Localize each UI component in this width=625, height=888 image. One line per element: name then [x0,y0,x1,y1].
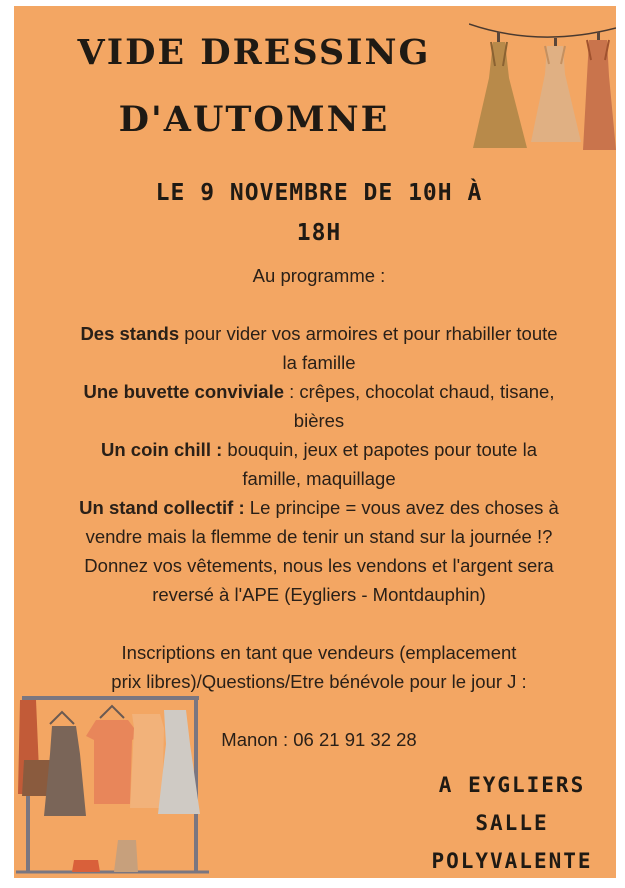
dress-icon [583,40,616,150]
contact-phone: Manon : 06 21 91 32 28 [221,729,417,750]
dress-icon [531,46,581,142]
dress-icon [473,42,527,148]
shoes-icon [72,860,100,872]
location-line-3: POLYVALENTE [431,849,593,873]
clothes-rack-illustration [14,684,209,878]
location-block [412,766,612,878]
program-item: Une buvette conviviale : crêpes, chocolat chaud, tisane, [83,381,555,402]
event-date-line-1: LE 9 NOVEMBRE DE 10H À [155,180,483,206]
program-item: Un coin chill : bouquin, jeux et papotes pour toute la [100,439,538,460]
program-item: Des stands pour vider vos armoires et pour rhabiller toute [80,323,558,344]
dress-icon [158,710,200,814]
event-date-line-2: 18H [296,220,342,246]
program-section: Au programme : Des stands pour vider vos armoires et pour rhabiller toute la famille Une buvette conviviale : crêpes, chocolat chaud, tisane, bières Un coin chill : bouquin, jeux et papotes pour toute la famille, maquillage Un stand collectif : Le principe = vous avez des choses à vendre mais la flemme de tenir un stand sur la journée !? Donnez vos vêtements, nous les vendons et l'argent sera reversé à l'APE (Eygliers - Montdauphin) Inscriptions en tant que vendeurs (emplacement prix libres)/Questions/Etre bénévole pour le jour J : Manon : 06 21 91 32 28 [22,261,616,754]
registration-line-2: prix libres)/Questions/Etre bénévole pour le jour J : [111,671,527,692]
hanging-dresses-illustration [469,18,616,163]
program-item: Un stand collectif : Le principe = vous avez des choses à [79,497,559,518]
poster [14,6,616,878]
location-line-2: SALLE [475,811,549,835]
location-line-1: A EYGLIERS [438,773,586,797]
boots-icon [114,840,138,872]
registration-line-1: Inscriptions en tant que vendeurs (emplacement [121,642,517,663]
poster-title-line-2: D'AUTOMNE [118,99,390,140]
program-heading: Au programme : [252,265,386,286]
shirt-icon [130,714,164,808]
dress-icon [44,726,86,816]
poster-title-line-1: VIDE DRESSING [77,32,431,73]
